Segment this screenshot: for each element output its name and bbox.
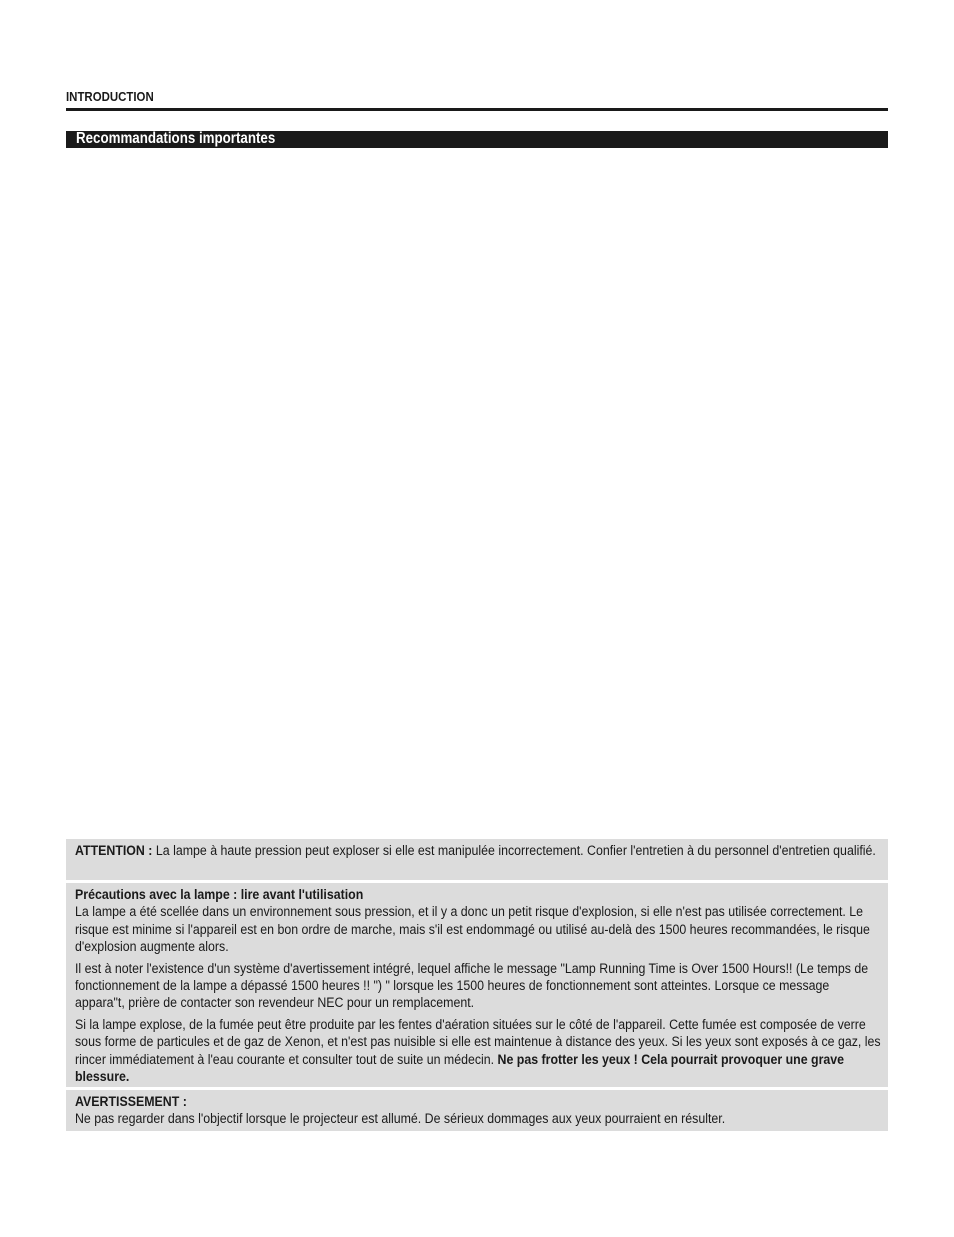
precautions-text-3: Si la lampe explose, de la fumée peut être produite par les fentes d'aération situées sur le côté de l'appareil. Cette fumée est composée de verre sous forme de particules et de gaz de Xenon, et n'est pas nuisible si elle est maintenue à distance des yeux. Si les yeux sont exposés à ce gaz, les rincer immédiatement à l'eau courante et consulter tout de suite un médecin. <box>75 1016 881 1068</box>
header-divider <box>66 108 888 111</box>
warning-notice <box>66 1090 888 1131</box>
lamp-precautions-notice <box>66 883 888 1087</box>
section-title: Recommandations importantes <box>76 130 276 147</box>
precautions-paragraph-3 <box>75 1017 882 1087</box>
section-title-bar <box>66 131 888 148</box>
attention-label: ATTENTION : <box>75 843 153 859</box>
precautions-heading: Précautions avec la lampe : lire avant l'utilisation <box>75 887 364 903</box>
warning-paragraph <box>75 1094 882 1129</box>
warning-heading: AVERTISSEMENT : <box>75 1094 187 1110</box>
warning-text: Ne pas regarder dans l'objectif lorsque le projecteur est allumé. De sérieux dommages aux yeux pourraient en résulter. <box>75 1111 726 1128</box>
page-header-label: INTRODUCTION <box>66 89 154 104</box>
precautions-bold-warning: Ne pas frotter les yeux ! Cela pourrait provoquer une grave blessure. <box>75 1051 845 1086</box>
precautions-paragraph-2: Il est à noter l'existence d'un système d'avertissement intégré, lequel affiche le message "Lamp Running Time is Over 1500 Hours!! (Le temps de fonctionnement de la lampe a dépassé 1500 heures !! ") " lorsque les 1500 heures de fonctionnement sont atteintes. Lorsque ce message appara"t, prière de contacter son revendeur NEC pour un remplacement. <box>75 960 869 1012</box>
attention-paragraph <box>75 843 882 860</box>
precautions-text-1: La lampe a été scellée dans un environnement sous pression, et il y a donc un petit risque d'explosion, si elle n'est pas utilisée correctement. Le risque est minime si l'appareil est en bon ordre de marche, mais s'il est endommagé ou utilisé au-delà des 1500 heures recommandées, le risque d'explosion augmente alors. <box>75 904 870 956</box>
attention-text: La lampe à haute pression peut exploser si elle est manipulée incorrectement. Confier l'entretien à du personnel d'entretien qualifié. <box>152 843 876 859</box>
precautions-paragraph-1 <box>75 887 882 957</box>
attention-notice <box>66 839 888 880</box>
